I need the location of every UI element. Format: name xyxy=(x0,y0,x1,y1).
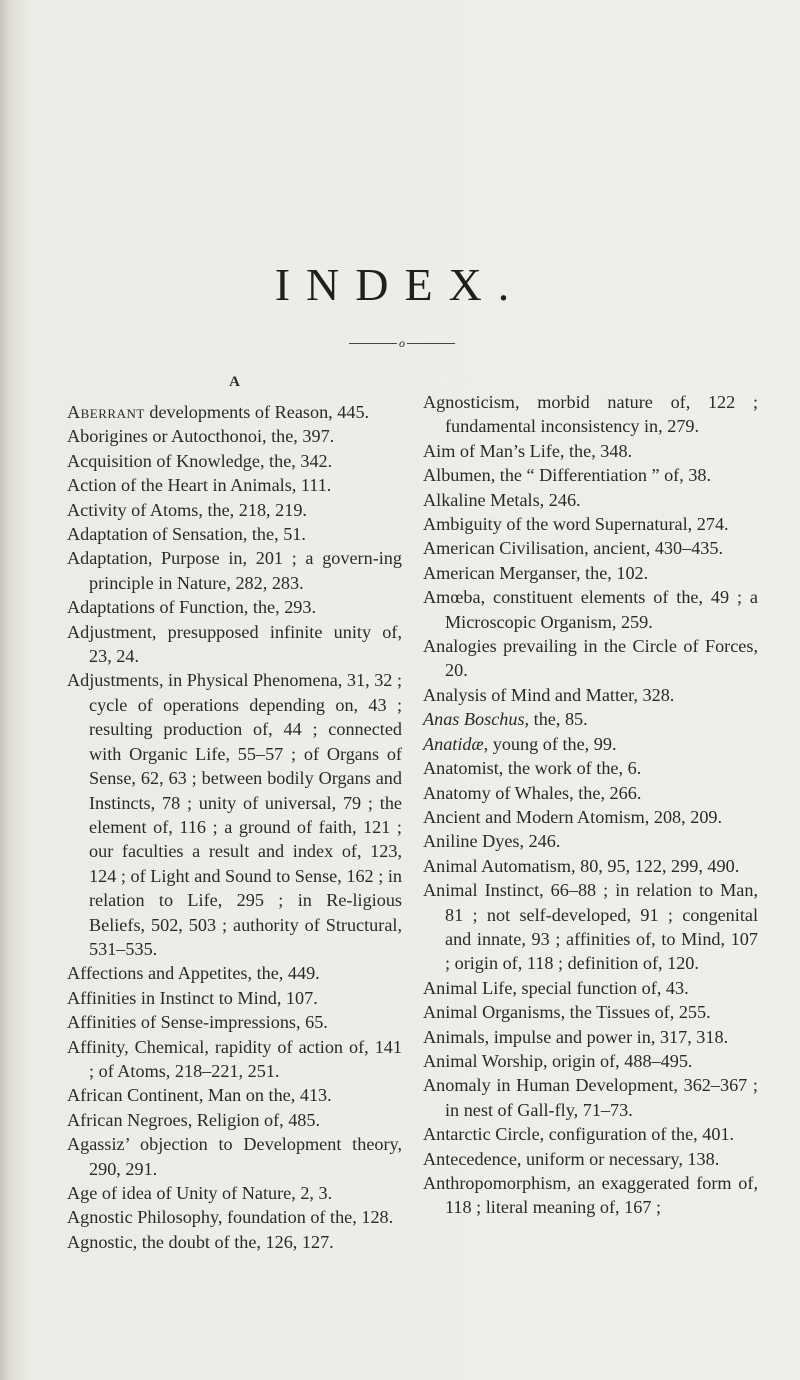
index-entry xyxy=(67,1010,402,1034)
index-entry xyxy=(67,595,402,619)
index-entry xyxy=(423,707,758,731)
index-entry xyxy=(67,1132,402,1181)
index-entry-text: African Continent, Man on the, 413. xyxy=(67,1085,332,1106)
index-entry-lead: Anatidæ xyxy=(423,733,484,754)
index-entry xyxy=(67,986,402,1010)
index-entry xyxy=(67,620,402,669)
index-entry xyxy=(423,585,758,634)
index-entry-text: Ambiguity of the word Supernatural, 274. xyxy=(423,514,729,535)
index-entry-text: American Merganser, the, 102. xyxy=(423,562,649,583)
index-entry-text: Animal Life, special function of, 43. xyxy=(423,977,689,998)
index-entry-text: Activity of Atoms, the, 218, 219. xyxy=(67,499,307,520)
index-entry-text: Analysis of Mind and Matter, 328. xyxy=(423,684,675,705)
index-entry-text: Agnosticism, morbid nature of, 122 ; fundamental inconsistency in, 279. xyxy=(423,392,758,437)
index-entry-text: Acquisition of Knowledge, the, 342. xyxy=(67,450,333,471)
index-entry xyxy=(67,668,402,961)
right-entry-list xyxy=(423,390,758,1220)
index-entry-text: Affections and Appetites, the, 449. xyxy=(67,963,320,984)
index-entry-text: Age of idea of Unity of Nature, 2, 3. xyxy=(67,1183,333,1203)
index-entry xyxy=(423,1147,758,1171)
index-entry-text: Action of the Heart in Animals, 111. xyxy=(67,475,332,496)
section-letter: A xyxy=(229,374,240,390)
divider-line-left xyxy=(349,343,397,344)
title-divider xyxy=(349,336,455,350)
index-entry-text: Adjustment, presupposed infinite unity of, 23, 24. xyxy=(67,621,402,667)
index-entry xyxy=(67,449,402,473)
index-entry xyxy=(423,1000,758,1024)
index-entry-text: African Negroes, Religion of, 485. xyxy=(67,1109,321,1130)
index-entry xyxy=(67,498,402,522)
index-entry-text: Animals, impulse and power in, 317, 318. xyxy=(423,1026,729,1047)
index-entry xyxy=(67,400,402,424)
index-entry-text: Anatomist, the work of the, 6. xyxy=(423,758,642,779)
index-entry xyxy=(423,756,758,780)
index-entry-text: Anatomy of Whales, the, 266. xyxy=(423,782,642,803)
index-entry-text: Agnostic Philosophy, foundation of the, 128. xyxy=(67,1207,394,1228)
index-entry xyxy=(423,512,758,536)
index-entry-lead: Anas Boschus xyxy=(423,709,525,730)
index-entry xyxy=(423,439,758,463)
index-entry xyxy=(67,1181,402,1205)
index-entry-text: American Civilisation, ancient, 430–435. xyxy=(423,538,724,559)
index-entry-text: developments of Reason, 445. xyxy=(144,402,370,422)
index-entry-text: Antecedence, uniform or necessary, 138. xyxy=(423,1148,720,1169)
index-entry-text: Animal Instinct, 66–88 ; in relation to Man, 81 ; not self-developed, 91 ; congenital and innate, 93 ; affinities of, to Mind, 107 ; origin of, 118 ; definition of, 120. xyxy=(423,880,758,974)
index-entry-text: Agnostic, the doubt of the, 126, 127. xyxy=(67,1231,334,1252)
index-entry-text: Anomaly in Human Development, 362–367 ; in nest of Gall-fly, 71–73. xyxy=(423,1075,758,1120)
index-entry xyxy=(423,634,758,683)
divider-ornament: o xyxy=(399,336,405,350)
index-entry xyxy=(423,878,758,976)
index-entry xyxy=(423,1171,758,1220)
index-entry-text: Agassiz’ objection to Development theory, 290, 291. xyxy=(67,1134,402,1179)
index-entry xyxy=(67,473,402,497)
index-entry-text: Aborigines or Autocthonoi, the, 397. xyxy=(67,426,335,447)
index-entry xyxy=(423,1073,758,1122)
index-entry-text: Antarctic Circle, configuration of the, 401. xyxy=(423,1124,735,1145)
index-entry xyxy=(67,1205,402,1229)
index-entry-text: , the, 85. xyxy=(524,709,588,730)
index-entry xyxy=(423,829,758,853)
index-entry-text: Alkaline Metals, 246. xyxy=(423,489,581,510)
index-entry xyxy=(423,1122,758,1146)
index-entry xyxy=(423,463,758,487)
index-entry xyxy=(423,390,758,439)
index-entry-text: Animal Worship, origin of, 488–495. xyxy=(423,1050,693,1071)
index-entry xyxy=(423,488,758,512)
index-entry-text: Animal Organisms, the Tissues of, 255. xyxy=(423,1002,711,1023)
index-entry xyxy=(423,1049,758,1073)
index-entry xyxy=(423,781,758,805)
index-entry xyxy=(423,1025,758,1049)
index-entry xyxy=(67,522,402,546)
index-entry xyxy=(423,732,758,756)
right-column xyxy=(423,390,758,1220)
index-entry xyxy=(67,1083,402,1107)
index-entry-text: Analogies prevailing in the Circle of Forces, 20. xyxy=(423,636,758,681)
divider-line-right xyxy=(407,343,455,344)
index-entry xyxy=(67,424,402,448)
index-entry-text: Affinities in Instinct to Mind, 107. xyxy=(67,987,318,1008)
index-entry-text: Affinities of Sense-impressions, 65. xyxy=(67,1012,328,1033)
index-entry xyxy=(67,961,402,985)
index-entry xyxy=(423,854,758,878)
index-entry xyxy=(67,1035,402,1084)
index-entry-text: Anthropomorphism, an exaggerated form of, 118 ; literal meaning of, 167 ; xyxy=(423,1173,758,1218)
index-entry-text: Affinity, Chemical, rapidity of action of, 141 ; of Atoms, 218–221, 251. xyxy=(67,1036,402,1081)
index-entry-lead: Aberrant xyxy=(67,402,145,422)
index-entry-text: Ancient and Modern Atomism, 208, 209. xyxy=(423,806,723,827)
index-entry xyxy=(423,536,758,560)
index-entry-text: Adaptations of Function, the, 293. xyxy=(67,597,317,618)
index-entry-text: Albumen, the “ Differentiation ” of, 38. xyxy=(423,465,712,486)
index-entry xyxy=(67,1108,402,1132)
left-column xyxy=(67,368,402,1254)
index-entry xyxy=(423,561,758,585)
index-entry xyxy=(423,805,758,829)
left-entry-list xyxy=(67,400,402,1254)
index-entry-text: Aniline Dyes, 246. xyxy=(423,831,561,852)
index-entry-text: Aim of Man’s Life, the, 348. xyxy=(423,440,633,461)
index-entry-text: Animal Automatism, 80, 95, 122, 299, 490. xyxy=(423,855,740,876)
index-entry xyxy=(67,1230,402,1254)
index-entry xyxy=(67,546,402,595)
index-entry-text: Adaptation, Purpose in, 201 ; a govern-ing principle in Nature, 282, 283. xyxy=(67,548,402,593)
page-title: INDEX. xyxy=(274,259,526,310)
index-entry-text: , young of the, 99. xyxy=(483,733,617,754)
index-entry-text: Amœba, constituent elements of the, 49 ; a Microscopic Organism, 259. xyxy=(423,587,758,632)
index-entry xyxy=(423,683,758,707)
index-entry-text: Adaptation of Sensation, the, 51. xyxy=(67,524,306,545)
index-entry-text: Adjustments, in Physical Phenomena, 31, 32 ; cycle of operations depending on, 43 ; resulting production of, 44 ; connected with Organic Life, 55–57 ; of Organs of Sense, 62, 63 ; between bodily Organs and Instincts, 78 ; unity of universal, 79 ; the element of, 116 ; a ground of faith, 121 ; our faculties a result and index of, 123, 124 ; of Light and Sound to Sense, 162 ; in relation to Life, 295 ; in Re-ligious Beliefs, 502, 503 ; authority of Structural, 531–535. xyxy=(67,670,402,959)
index-entry xyxy=(423,976,758,1000)
